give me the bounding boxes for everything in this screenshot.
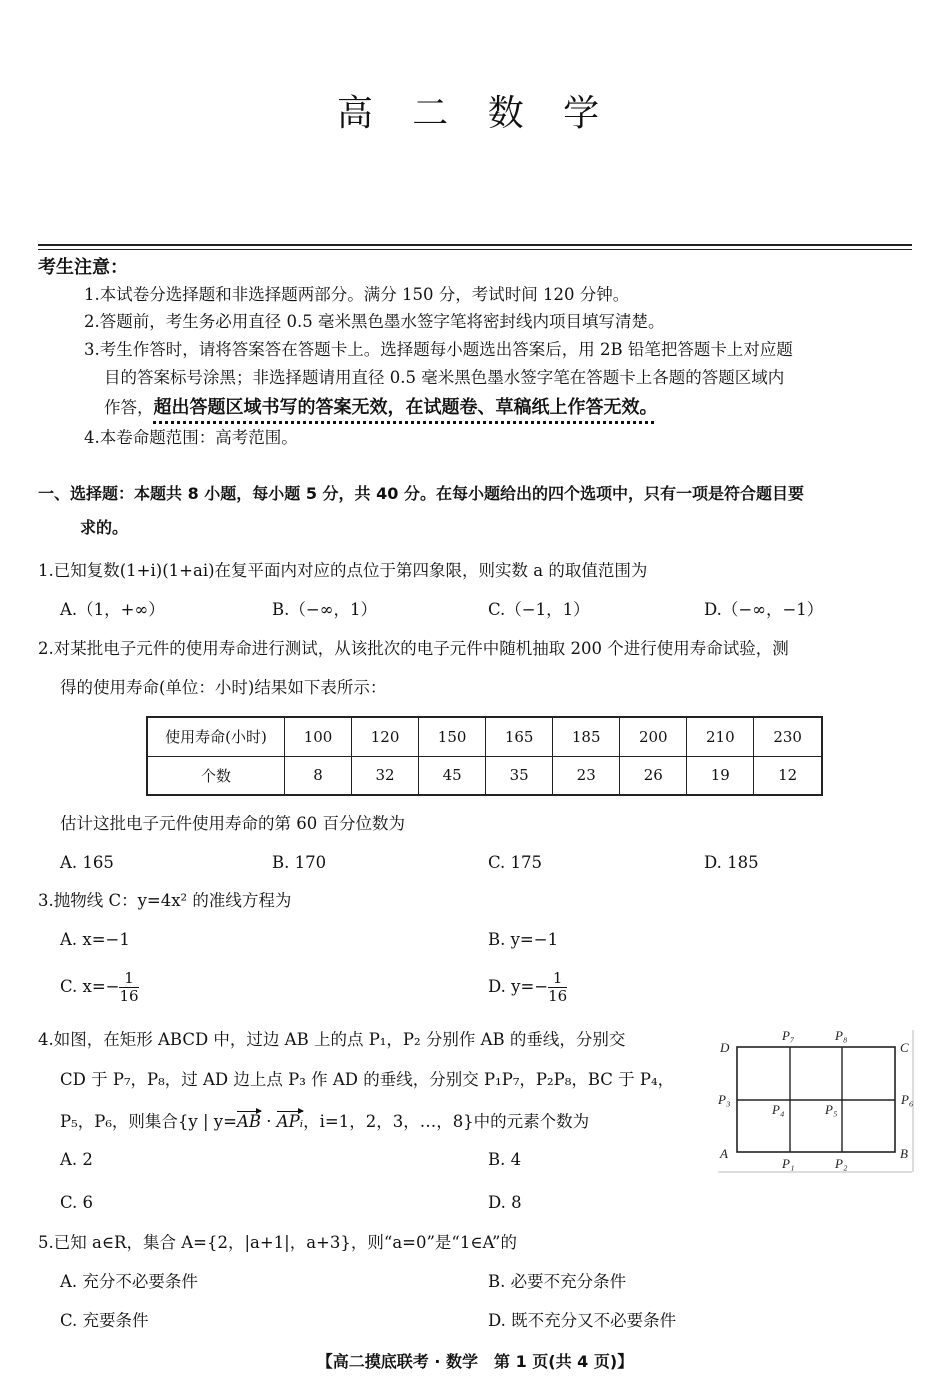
- table-cell: 100: [285, 717, 352, 756]
- label-p1: P₁: [782, 1156, 795, 1171]
- notice-text: 作答，: [104, 398, 154, 417]
- label-p8: P₈: [835, 1028, 848, 1043]
- notice-item: 4.本卷命题范围：高考范围。: [84, 428, 298, 447]
- fraction: $\frac{1}{16}$: [119, 969, 139, 1005]
- page-footer: 【高二摸底联考 · 数学 第 1 页(共 4 页)】: [316, 1352, 634, 1371]
- question-3-stem: 3.抛物线 C：y=4x² 的准线方程为: [38, 891, 292, 910]
- divider: [38, 244, 912, 246]
- table-cell: 35: [486, 756, 553, 795]
- notice-item: [104, 399, 658, 417]
- lifetime-table: [146, 716, 823, 796]
- notice-item: 1.本试卷分选择题和非选择题两部分。满分 150 分，考试时间 120 分钟。: [84, 285, 630, 304]
- table-row: [147, 717, 822, 756]
- table-row: [147, 756, 822, 795]
- option-c: C.（−1，1）: [488, 600, 590, 619]
- label-p7: P₇: [782, 1028, 795, 1043]
- option-a: A. 2: [60, 1150, 93, 1169]
- label-p3: P₃: [718, 1092, 731, 1107]
- notice-item: 3.考生作答时，请将答案答在答题卡上。选择题每小题选出答案后，用 2B 铅笔把答题卡上对应题: [84, 340, 793, 359]
- option-a: A.（1，+∞）: [60, 600, 165, 619]
- option-c: C. x=− $\frac{1}{16}$: [60, 969, 139, 1005]
- label-p5: P₅: [825, 1102, 838, 1117]
- table-header: 个数: [147, 756, 285, 795]
- question-1-stem: 1.已知复数(1+i)(1+ai)在复平面内对应的点位于第四象限，则实数 a 的取值范围为: [38, 561, 648, 580]
- label-p6: P₆: [901, 1092, 914, 1107]
- table-cell: 45: [419, 756, 486, 795]
- notice-heading: 考生注意：: [38, 257, 128, 278]
- question-4-stem: CD 于 P₇，P₈，过 AD 边上点 P₃ 作 AD 的垂线，分别交 P₁P₇，P₂P₈，BC 于 P₄，: [60, 1070, 675, 1089]
- divider: [38, 249, 912, 250]
- question-2-stem: 2.对某批电子元件的使用寿命进行测试，从该批次的电子元件中随机抽取 200 个进行使用寿命试验，测: [38, 639, 789, 658]
- question-4-stem: 4.如图，在矩形 ABCD 中，过边 AB 上的点 P₁，P₂ 分别作 AB 的垂线，分别交: [38, 1030, 626, 1049]
- option-c: C. 175: [488, 853, 543, 872]
- table-cell: 19: [687, 756, 754, 795]
- label-b: B: [900, 1146, 908, 1161]
- label-d: D: [720, 1040, 730, 1055]
- option-d: D. 185: [704, 853, 759, 872]
- label-p2: P₂: [835, 1156, 848, 1171]
- notice-emphasis: 超出答题区域书写的答案无效，在试题卷、草稿纸上作答无效。: [153, 397, 658, 418]
- section-heading: 一、选择题：本题共 8 小题，每小题 5 分，共 40 分。在每小题给出的四个选项中，只有一项是符合题目要: [38, 484, 804, 503]
- option-b: B. 必要不充分条件: [488, 1272, 627, 1291]
- table-cell: 26: [620, 756, 687, 795]
- option-a: A. x=−1: [60, 930, 130, 949]
- notice-item: 目的答案标号涂黑；非选择题请用直径 0.5 毫米黑色墨水签字笔在答题卡上各题的答题区域内: [104, 368, 785, 387]
- question-5-stem: 5.已知 a∈R，集合 A={2，|a+1|，a+3}，则“a=0”是“1∈A”的: [38, 1233, 517, 1252]
- table-cell: 165: [486, 717, 553, 756]
- option-d: D. 既不充分又不必要条件: [488, 1311, 677, 1330]
- table-cell: 120: [352, 717, 419, 756]
- table-cell: 230: [754, 717, 822, 756]
- label-c: C: [900, 1040, 909, 1055]
- question-4-stem: P₅，P₆，则集合{y | y=AB · APᵢ，i=1，2，3，…，8}中的元素个数为: [60, 1112, 590, 1131]
- question-2-stem: 得的使用寿命(单位：小时)结果如下表所示：: [60, 678, 387, 697]
- option-b: B.（−∞，1）: [272, 600, 377, 619]
- fraction: $\frac{1}{16}$: [548, 969, 568, 1005]
- question-2-stem: 估计这批电子元件使用寿命的第 60 百分位数为: [60, 814, 405, 833]
- option-b: B. y=−1: [488, 930, 559, 949]
- notice-item: 2.答题前，考生务必用直径 0.5 毫米黑色墨水签字笔将密封线内项目填写清楚。: [84, 312, 665, 331]
- option-c: C. 充要条件: [60, 1311, 149, 1330]
- table-cell: 185: [553, 717, 620, 756]
- table-cell: 23: [553, 756, 620, 795]
- label-a: A: [720, 1146, 728, 1161]
- page-title: 高 二 数 学: [336, 93, 614, 134]
- table-cell: 12: [754, 756, 822, 795]
- option-c: C. 6: [60, 1193, 94, 1212]
- section-heading: 求的。: [80, 518, 129, 537]
- table-header: 使用寿命(小时): [147, 717, 285, 756]
- label-p4: P₄: [772, 1102, 785, 1117]
- rectangle-figure: [710, 1020, 940, 1180]
- table-cell: 32: [352, 756, 419, 795]
- option-b: B. 4: [488, 1150, 522, 1169]
- option-a: A. 165: [60, 853, 114, 872]
- option-b: B. 170: [272, 853, 327, 872]
- table-cell: 150: [419, 717, 486, 756]
- table-cell: 8: [285, 756, 352, 795]
- vector-ab: AB: [236, 1112, 261, 1131]
- option-a: A. 充分不必要条件: [60, 1272, 198, 1291]
- option-d: D. 8: [488, 1193, 522, 1212]
- table-cell: 200: [620, 717, 687, 756]
- vector-api: APᵢ: [276, 1112, 304, 1131]
- option-d: D. y=− $\frac{1}{16}$: [488, 969, 568, 1005]
- table-cell: 210: [687, 717, 754, 756]
- option-d: D.（−∞，−1）: [704, 600, 824, 619]
